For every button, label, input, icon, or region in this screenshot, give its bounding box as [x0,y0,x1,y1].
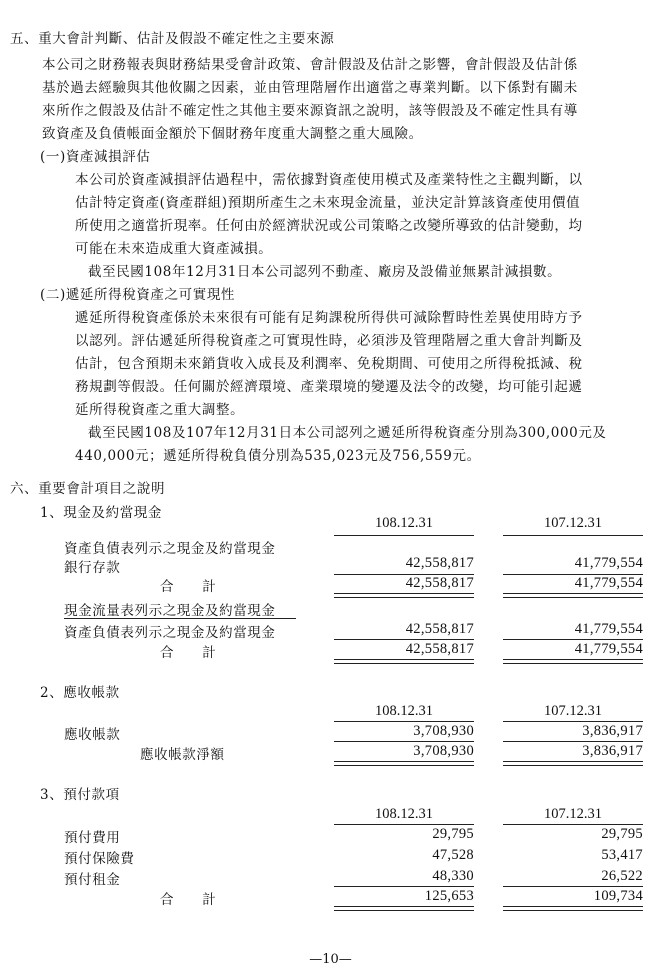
prepay-total-2018: 109,734 [593,888,643,904]
asset-impairment-line: 截至民國108年12月31日本公司認列不動產、廠房及設備並無累計減損數。 [88,264,562,280]
deferred-tax-line: 延所得稅資產之重大調整。 [75,402,245,418]
cash-cf-total-2019: 42,558,817 [405,641,474,657]
cash-total-2019: 42,558,817 [405,575,474,591]
cash-total-label: 合 計 [160,579,217,595]
prepay-subtotal-rule-2019 [334,886,474,887]
cash-cf-total-label: 合 計 [160,645,217,661]
cash-total-2018: 41,779,554 [574,575,643,591]
cash-cf-total-double-rule-2019 [334,659,474,664]
prepay-row-2019: 29,795 [432,826,474,842]
prepay-row-label: 預付保險費 [64,851,135,867]
prepay-total-double-rule-2019 [334,906,474,911]
deferred-tax-line: 以認列。評估遞延所得稅資產之可實現性時，必須涉及管理階層之重大會計判斷及 [75,333,583,349]
cash-cf-bs-label: 資產負債表列示之現金及約當現金 [64,625,276,641]
ar-2019: 3,708,930 [413,723,474,739]
prepay-row-2018: 26,522 [601,868,643,884]
cash-cf-heading: 現金流量表列示之現金及約當現金 [64,603,276,619]
cash-col-header-2018: 107.12.31 [544,515,602,531]
subsection-asset-impairment-title: (一)資產減損評估 [40,149,151,165]
section6-title: 六、重要會計項目之說明 [10,481,166,497]
cash-col-header-2019: 108.12.31 [375,515,433,531]
ar-header-rule-2019 [334,721,474,722]
prepay-total-2019: 125,653 [424,888,474,904]
asset-impairment-line: 所使用之適當折現率。任何由於經濟狀況或公司策略之改變所導致的估計變動，均 [75,218,583,234]
prepay-row-2019: 47,528 [432,847,474,863]
prepay-col-header-2018: 107.12.31 [544,806,602,822]
section5-para-line: 致資產及負債帳面金額於下個財務年度重大調整之重大風險。 [42,126,423,142]
cash-cf-total-double-rule-2018 [503,659,643,664]
ar-net-2019: 3,708,930 [413,743,474,759]
prepay-title: 3、預付款項 [40,787,120,803]
cash-cf-total-2018: 41,779,554 [574,641,643,657]
ar-net-2018: 3,836,917 [582,743,643,759]
section5-para-line: 來所作之假設及估計不確定性之其他主要來源資訊之說明，該等假設及不確定性具有導 [42,103,578,119]
asset-impairment-line: 估計特定資產(資產群組)預期所產生之未來現金流量，並決定計算該資產使用價值 [75,195,581,211]
ar-col-header-2019: 108.12.31 [375,703,433,719]
cash-header-rule-2019 [334,535,474,536]
subsection-deferred-tax-title: (二)遞延所得稅資產之可實現性 [40,287,236,303]
deferred-tax-line: 遞延所得稅資產係於未來很有可能有足夠課稅所得供可減除暫時性差異使用時方予 [75,310,583,326]
ar-title: 2、應收帳款 [40,685,120,701]
ar-subtotal-rule-2018 [503,741,643,742]
cash-cf-heading-underline [64,618,296,619]
prepay-row-2018: 53,417 [601,847,643,863]
prepay-header-rule-2018 [503,824,643,825]
cash-total-double-rule-2018 [503,593,643,598]
ar-net-double-rule-2019 [334,761,474,766]
ar-net-double-rule-2018 [503,761,643,766]
cash-bank-label: 銀行存款 [64,560,121,576]
prepay-row-2018: 29,795 [601,826,643,842]
ar-header-rule-2018 [503,721,643,722]
cash-header-rule-2018 [503,535,643,536]
page-number: —10— [309,952,352,967]
ar-2018: 3,836,917 [582,723,643,739]
asset-impairment-line: 本公司於資產減損評估過程中，需依據對資產使用模式及產業特性之主觀判斷，以 [75,172,583,188]
prepay-subtotal-rule-2018 [503,886,643,887]
prepay-row-2019: 48,330 [432,868,474,884]
asset-impairment-line: 可能在未來造成重大資產減損。 [75,241,273,257]
deferred-tax-line: 估計，包含預期未來銷貨收入成長及利潤率、免稅期間、可使用之所得稅抵減、稅 [75,356,583,372]
section5-para-line: 基於過去經驗與其他攸關之因素，並由管理階層作出適當之專業判斷。以下係對有關未 [42,80,578,96]
prepay-col-header-2019: 108.12.31 [375,806,433,822]
section5-para-line: 本公司之財務報表與財務結果受會計政策、會計假設及估計之影響，會計假設及估計係 [42,57,578,73]
cash-bank-2019: 42,558,817 [405,555,474,571]
ar-label: 應收帳款 [64,727,121,743]
deferred-tax-line: 截至民國108及107年12月31日本公司認列之遞延所得稅資產分別為300,000元及 [88,425,607,441]
cash-cf-rule-2019 [334,639,474,640]
cash-cf-bs-2019: 42,558,817 [405,621,474,637]
cash-cf-rule-2018 [503,639,643,640]
cash-bs-heading: 資產負債表列示之現金及約當現金 [64,541,276,557]
prepay-total-label: 合 計 [160,892,217,908]
cash-total-double-rule-2019 [334,593,474,598]
cash-cf-bs-2018: 41,779,554 [574,621,643,637]
prepay-header-rule-2019 [334,824,474,825]
cash-title: 1、現金及約當現金 [40,505,162,521]
prepay-row-label: 預付租金 [64,872,121,888]
cash-bank-2018: 41,779,554 [574,555,643,571]
ar-col-header-2018: 107.12.31 [544,703,602,719]
ar-subtotal-rule-2019 [334,741,474,742]
prepay-total-double-rule-2018 [503,906,643,911]
ar-net-label: 應收帳款淨額 [140,747,225,763]
deferred-tax-line: 務規劃等假設。任何關於經濟環境、產業環境的變遷及法令的改變，均可能引起遞 [75,379,583,395]
section5-title: 五、重大會計判斷、估計及假設不確定性之主要來源 [10,31,335,47]
prepay-row-label: 預付費用 [64,830,121,846]
deferred-tax-line: 440,000元；遞延所得稅負債分別為535,023元及756,559元。 [75,448,481,464]
